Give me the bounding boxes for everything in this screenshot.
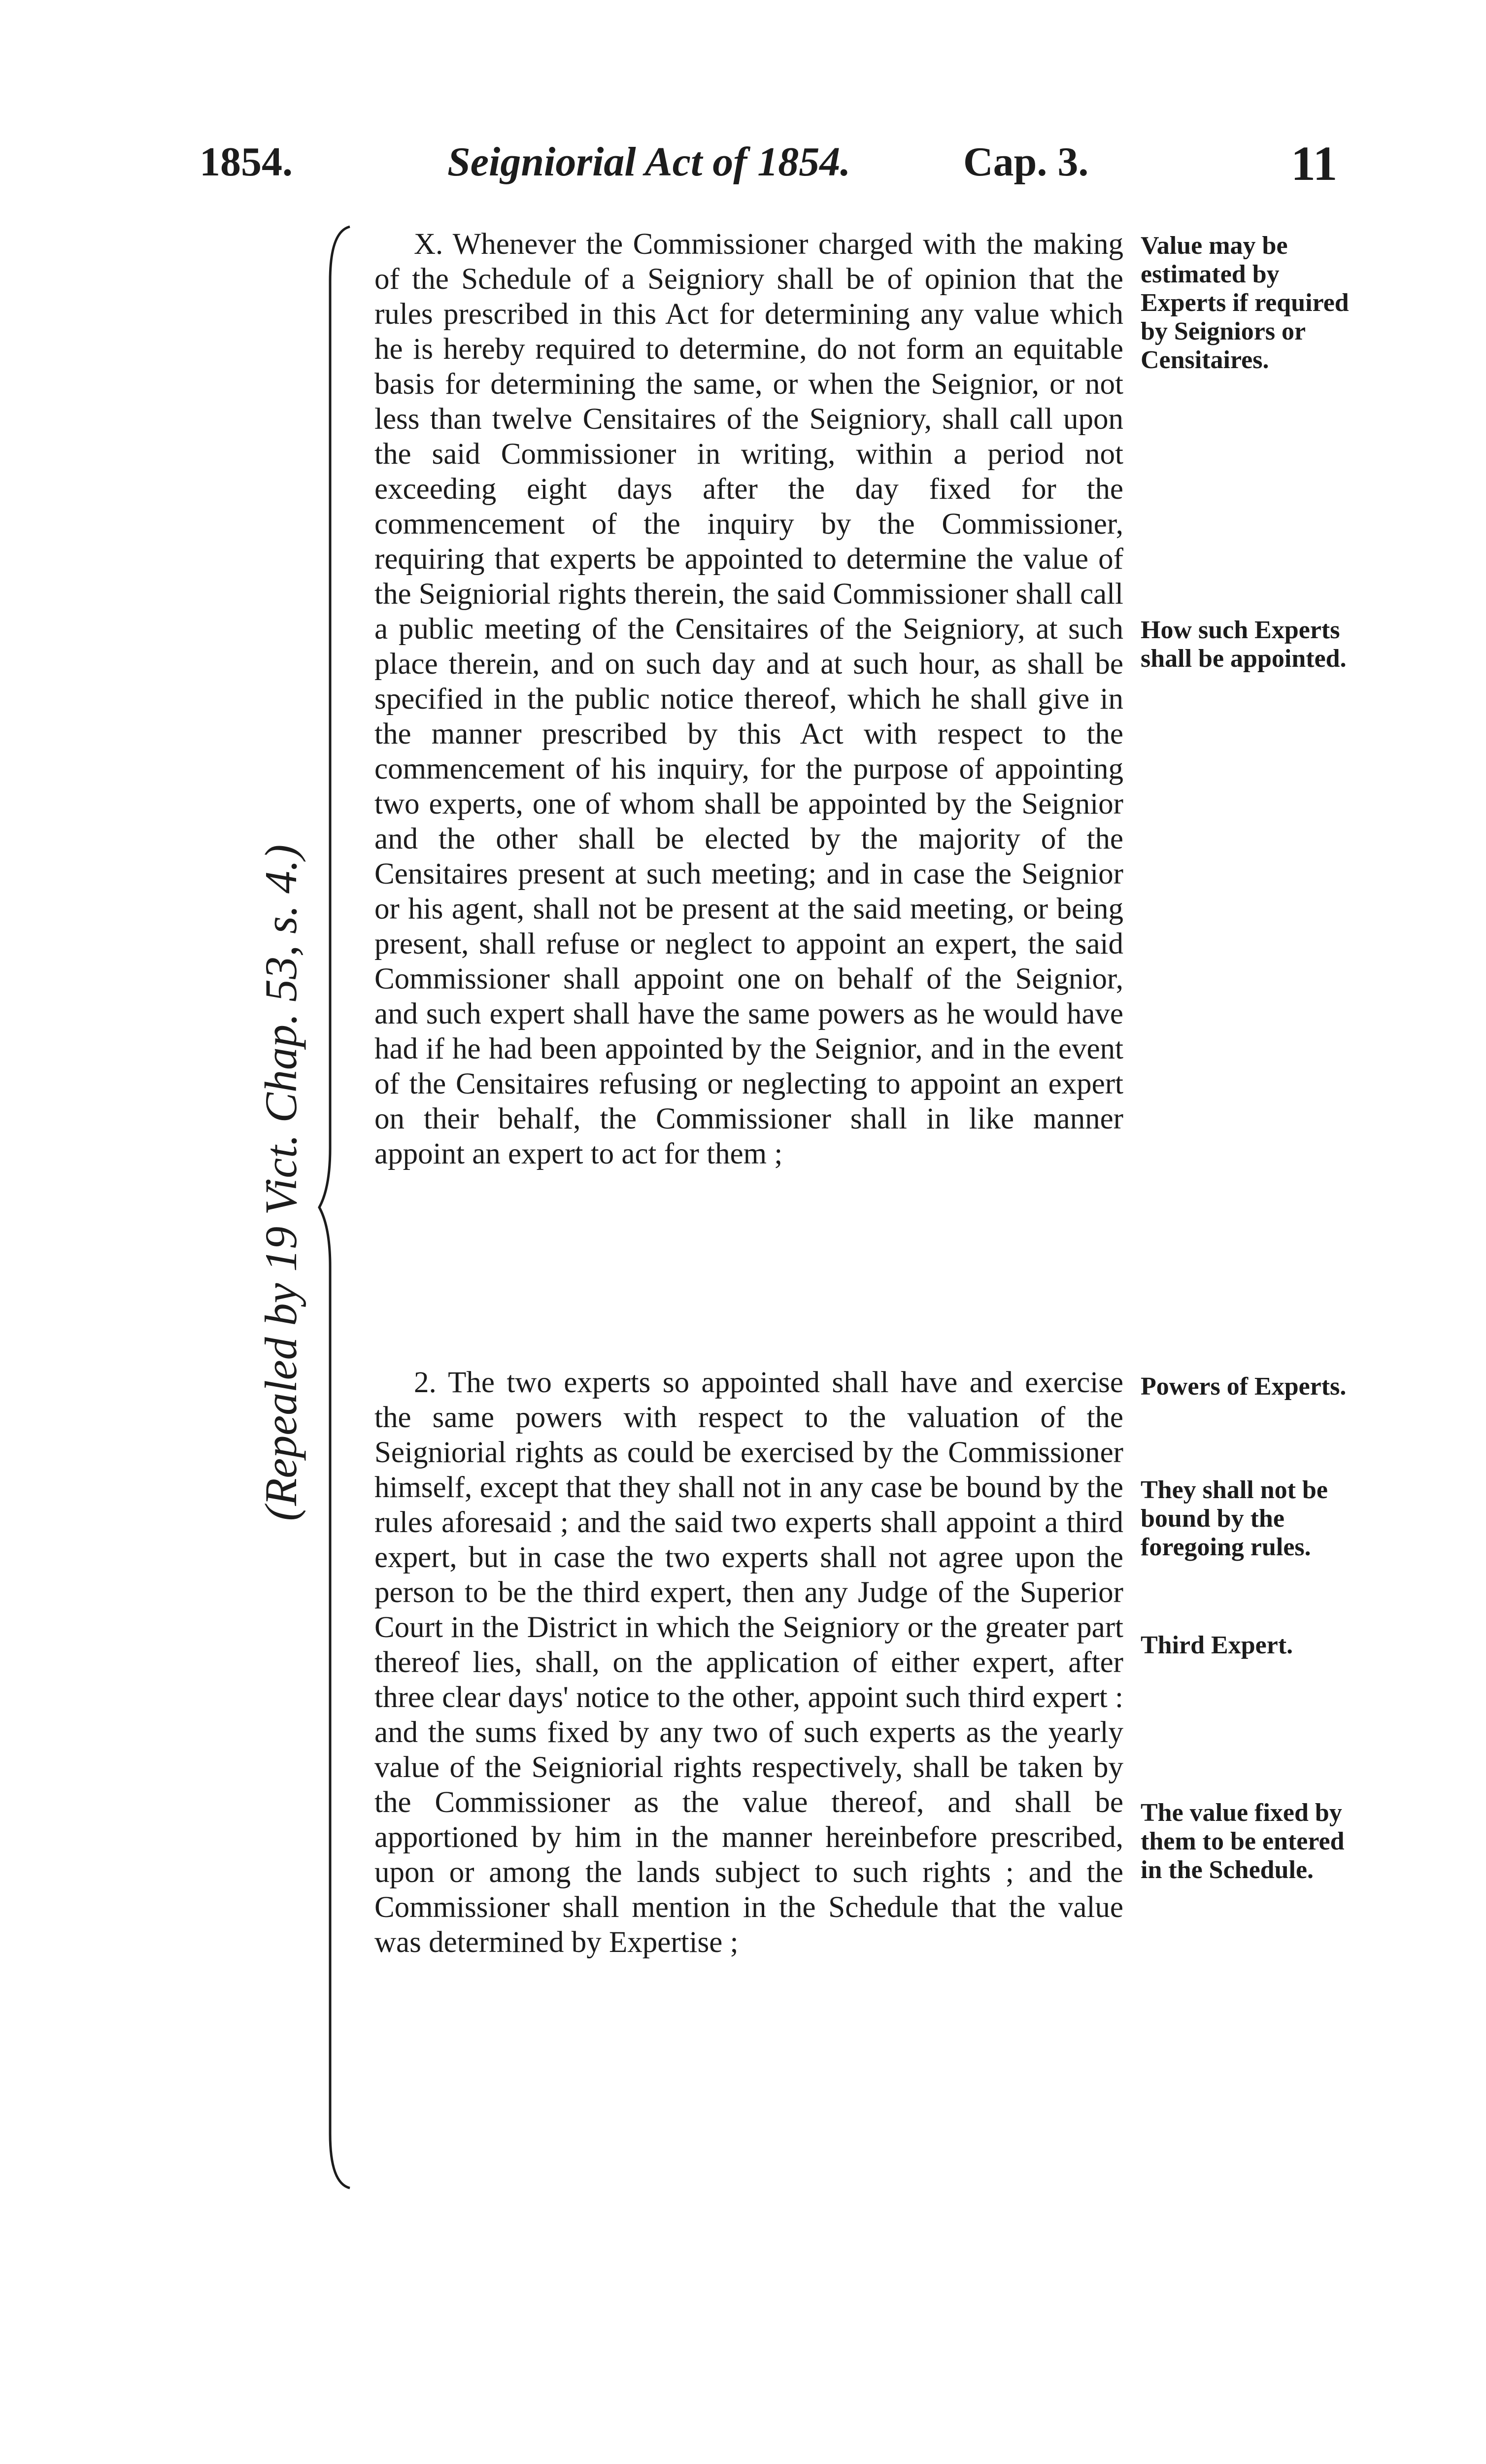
repeal-note-text: (Repealed by 19 Vict. Chap. 53, s. 4.): [256, 844, 306, 1521]
curly-brace-icon: [315, 222, 355, 2193]
margin-note-powers-of-experts: Powers of Experts.: [1141, 1372, 1347, 1401]
margin-note-value-entered: The value fixed by them to be entered in the Schedule.: [1141, 1799, 1345, 1884]
page-number: 11: [1291, 136, 1338, 191]
header-title: Seigniorial Act of 1854.: [447, 139, 851, 185]
margin-note-third-expert: Third Expert.: [1141, 1631, 1293, 1659]
paragraph-text: X. Whenever the Commissioner charged with the making of the Schedule of a Seigniory shall be of opinion that the rules prescribed in this Act for determining any value which he is hereby required to determine, do not form an equitable basis for determining the same, or when the Seignior, or not less than twelve Censitaires of the Seigniory, shall call upon the said Commissioner in writing, within a period not exceeding eight days after the day fixed for the commencement of the inquiry by the Commissioner, requiring that experts be appointed to determine the value of the Seigniorial rights therein, the said Commissioner shall call a public meeting of the Censitaires of the Seigniory, at such place therein, and on such day and at such hour, as shall be specified in the public notice thereof, which he shall give in the manner prescribed by this Act with respect to the commencement of his inquiry, for the purpose of appointing two experts, one of whom shall be appointed by the Seignior and the other shall be elected by the majority of the Censitaires present at such meeting; and in case the Seignior or his agent, shall not be present at the said meeting, or being present, shall refuse or neglect to appoint an expert, the said Commissioner shall appoint one on behalf of the Seignior, and such expert shall have the same powers as he would have had if he had been appointed by the Seignior, and in the event of the Censitaires refusing or neglecting to appoint an expert on their behalf, the Commissioner shall in like manner appoint an expert to act for them ;: [374, 228, 1123, 1170]
header-chapter: Cap. 3.: [963, 139, 1089, 185]
margin-note-not-bound: They shall not be bound by the foregoing rules.: [1141, 1476, 1328, 1561]
section-x-paragraph: [374, 227, 1123, 1171]
page-header: [0, 138, 1486, 207]
margin-note-experts-appointed: How such Experts shall be appointed.: [1141, 616, 1347, 673]
paragraph-text: 2. The two experts so appointed shall have and exercise the same powers with respect to the valuation of the Seigniorial rights as could be exercised by the Commissioner himself, except that they shall not in any case be bound by the rules aforesaid ; and the said two experts shall appoint a third expert, but in case the two experts shall not agree upon the person to be the third expert, then any Judge of the Superior Court in the District in which the Seigniory or the greater part thereof lies, shall, on the application of either expert, after three clear days' notice to the other, appoint such third expert : and the sums fixed by any two of such experts as the yearly value of the Seigniorial rights respectively, shall be taken by the Commissioner as the value thereof, and shall be apportioned by him in the manner hereinbefore prescribed, upon or among the lands subject to such rights ; and the Commissioner shall mention in the Schedule that the value was determined by Expertise ;: [374, 1366, 1123, 1959]
margin-note-value-estimated: Value may be estimated by Experts if required by Seigniors or Censitaires.: [1141, 232, 1349, 374]
subsection-2-paragraph: [374, 1365, 1123, 1960]
header-year: 1854.: [200, 139, 293, 185]
